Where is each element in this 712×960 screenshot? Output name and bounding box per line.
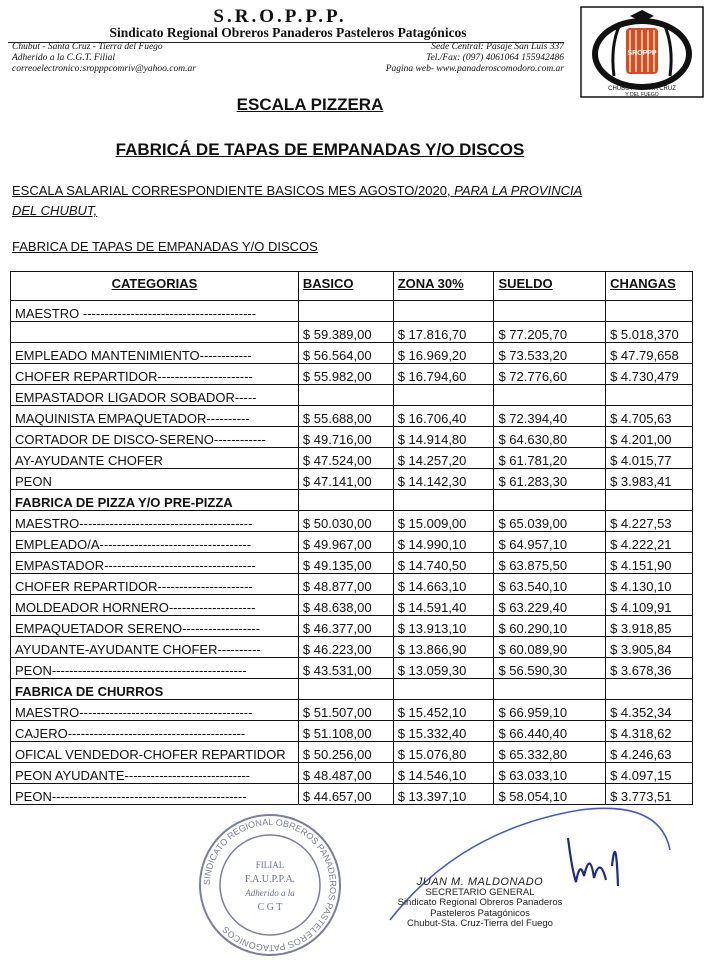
- stamp-ring-text: SINDICATO REGIONAL OBREROS PANADEROS PASTELEROS PATAGONICOS: [201, 816, 339, 954]
- category-cell: CAJERO-----------------------------------------: [11, 721, 299, 742]
- table-row: [11, 616, 693, 637]
- header-affiliation: Adherido a la C.G.T. Filial: [12, 53, 116, 63]
- zona-cell: $ 15.452,10: [393, 700, 494, 721]
- table-row: [11, 574, 693, 595]
- sueldo-cell: $ 60.290,10: [494, 616, 606, 637]
- changas-cell: $ 4.151,90: [606, 553, 693, 574]
- header-zona: ZONA 30%: [393, 272, 494, 301]
- page-title: ESCALA PIZZERA: [236, 95, 384, 114]
- zona-cell: $ 16.969,20: [393, 343, 494, 364]
- sueldo-cell: $ 63.229,40: [494, 595, 606, 616]
- basico-cell: $ 43.531,00: [298, 658, 393, 679]
- sueldo-cell: $ 72.394,40: [494, 406, 606, 427]
- changas-cell: $ 4.730,479: [606, 364, 693, 385]
- zona-cell: $ 15.332,40: [393, 721, 494, 742]
- basico-cell: $ 46.223,00: [298, 637, 393, 658]
- sueldo-cell: $ 63.540,10: [494, 574, 606, 595]
- basico-cell: [298, 301, 393, 322]
- changas-cell: $ 4.352,34: [606, 700, 693, 721]
- signatory-org-2: Pasteleros Patagónicos: [430, 907, 530, 919]
- table-row: [11, 322, 693, 343]
- intro-province: PARA LA PROVINCIA: [454, 183, 583, 198]
- sueldo-cell: $ 58.054,10: [494, 784, 606, 805]
- logo-caption-2: Y DEL FUEGO: [625, 92, 659, 98]
- basico-cell: $ 47.141,00: [298, 469, 393, 490]
- signatory-org-1: Sindicato Regional Obreros Panaderos: [397, 897, 563, 908]
- sueldo-cell: $ 61.781,20: [494, 448, 606, 469]
- table-row: [11, 385, 693, 406]
- sueldo-cell: [494, 301, 606, 322]
- sueldo-cell: $ 60.089,90: [494, 637, 606, 658]
- basico-cell: $ 51.108,00: [298, 721, 393, 742]
- stamp-name: F.A.U.P.P.A.: [244, 874, 296, 885]
- changas-cell: $ 4.246,63: [606, 742, 693, 763]
- zona-cell: $ 16.794,60: [393, 364, 494, 385]
- basico-cell: $ 50.256,00: [298, 742, 393, 763]
- changas-cell: [606, 679, 693, 700]
- sueldo-cell: $ 72.776,60: [494, 364, 606, 385]
- category-cell: FABRICA DE CHURROS: [11, 679, 299, 700]
- table-row: [11, 427, 693, 448]
- zona-cell: $ 14.990,10: [393, 532, 494, 553]
- changas-cell: $ 5.018,370: [606, 322, 693, 343]
- zona-cell: $ 14.546,10: [393, 763, 494, 784]
- stamp-line2: C G T: [257, 902, 283, 913]
- zona-cell: $ 14.914,80: [393, 427, 494, 448]
- sueldo-cell: $ 77.205,70: [494, 322, 606, 343]
- changas-cell: $ 4.222,21: [606, 532, 693, 553]
- zona-cell: [393, 490, 494, 511]
- basico-cell: $ 48.877,00: [298, 574, 393, 595]
- header-email: correoelectronico:sropppcomriv@yahoo.com.ar: [12, 64, 196, 74]
- category-cell: EMPASTADOR LIGADOR SOBADOR-----: [11, 385, 299, 406]
- sueldo-cell: [494, 490, 606, 511]
- stamp-top: FILIAL: [255, 860, 285, 870]
- table-section-row: [11, 679, 693, 700]
- category-cell: EMPLEADO MANTENIMIENTO------------: [11, 343, 299, 364]
- table-row: [11, 658, 693, 679]
- category-cell: FABRICA DE PIZZA Y/O PRE-PIZZA: [11, 490, 299, 511]
- changas-cell: $ 4.705,63: [606, 406, 693, 427]
- zona-cell: [393, 385, 494, 406]
- table-body: [11, 301, 693, 805]
- category-cell: PEON---------------------------------------------: [11, 784, 299, 805]
- category-cell: [11, 322, 299, 343]
- intro-line-2: DEL CHUBUT,: [12, 203, 98, 218]
- header-left-info: [12, 42, 312, 75]
- zona-cell: $ 14.740,50: [393, 553, 494, 574]
- zona-cell: $ 13.397,10: [393, 784, 494, 805]
- sueldo-cell: $ 64.630,80: [494, 427, 606, 448]
- basico-cell: $ 51.507,00: [298, 700, 393, 721]
- changas-cell: $ 4.015,77: [606, 448, 693, 469]
- intro-line-1: [12, 183, 692, 198]
- intro-text: ESCALA SALARIAL CORRESPONDIENTE BASICOS MES AGOSTO/2020,: [12, 183, 455, 198]
- category-cell: EMPASTADOR-----------------------------------: [11, 553, 299, 574]
- category-cell: AYUDANTE-AYUDANTE CHOFER----------: [11, 637, 299, 658]
- table-header-row: [11, 272, 693, 301]
- changas-cell: [606, 490, 693, 511]
- logo-inner: SROPPP: [627, 50, 657, 57]
- basico-cell: $ 48.487,00: [298, 763, 393, 784]
- sueldo-cell: $ 73.533,20: [494, 343, 606, 364]
- table-row: [11, 343, 693, 364]
- sueldo-cell: $ 61.283,30: [494, 469, 606, 490]
- category-cell: EMPAQUETADOR SERENO------------------: [11, 616, 299, 637]
- table-row: [11, 364, 693, 385]
- header-categorias: CATEGORIAS: [11, 272, 299, 301]
- sueldo-cell: $ 63.875,50: [494, 553, 606, 574]
- category-cell: PEON AYUDANTE-----------------------------: [11, 763, 299, 784]
- zona-cell: $ 17.816,70: [393, 322, 494, 343]
- zona-cell: $ 13.866,90: [393, 637, 494, 658]
- changas-cell: $ 3.678,36: [606, 658, 693, 679]
- changas-cell: $ 4.201,00: [606, 427, 693, 448]
- table-row: [11, 448, 693, 469]
- sueldo-cell: $ 65.332,80: [494, 742, 606, 763]
- basico-cell: $ 44.657,00: [298, 784, 393, 805]
- salary-table: [10, 271, 693, 805]
- category-cell: MOLDEADOR HORNERO--------------------: [11, 595, 299, 616]
- zona-cell: $ 14.591,40: [393, 595, 494, 616]
- zona-cell: [393, 679, 494, 700]
- table-row: [11, 637, 693, 658]
- category-cell: MAESTRO----------------------------------------: [11, 700, 299, 721]
- changas-cell: $ 4.227,53: [606, 511, 693, 532]
- changas-cell: $ 4.318,62: [606, 721, 693, 742]
- header-website: Pagina web- www.panaderoscomodoro.com.ar: [385, 64, 564, 74]
- sueldo-cell: $ 65.039,00: [494, 511, 606, 532]
- basico-cell: $ 59.389,00: [298, 322, 393, 343]
- basico-cell: $ 50.030,00: [298, 511, 393, 532]
- changas-cell: [606, 385, 693, 406]
- header-right-info: [330, 42, 564, 75]
- header-sueldo: SUELDO: [494, 272, 606, 301]
- zona-cell: $ 13.059,30: [393, 658, 494, 679]
- table-row: [11, 469, 693, 490]
- sueldo-cell: $ 66.440,40: [494, 721, 606, 742]
- signature-block: [360, 877, 600, 930]
- zona-cell: $ 14.142,30: [393, 469, 494, 490]
- category-cell: AY-AYUDANTE CHOFER: [11, 448, 299, 469]
- filial-stamp: [195, 810, 345, 960]
- sueldo-cell: $ 63.033,10: [494, 763, 606, 784]
- table-row: [11, 511, 693, 532]
- basico-cell: $ 49.716,00: [298, 427, 393, 448]
- table-row: [11, 406, 693, 427]
- union-logo: [580, 6, 704, 98]
- section-heading: FABRICA DE TAPAS DE EMPANADAS Y/O DISCOS: [12, 239, 318, 254]
- zona-cell: $ 16.706,40: [393, 406, 494, 427]
- category-cell: MAESTRO----------------------------------------: [11, 511, 299, 532]
- table-row: [11, 301, 693, 322]
- table-row: [11, 595, 693, 616]
- category-cell: CORTADOR DE DISCO-SERENO------------: [11, 427, 299, 448]
- basico-cell: [298, 490, 393, 511]
- basico-cell: $ 55.688,00: [298, 406, 393, 427]
- signatory-place: Chubut-Sta. Cruz-Tierra del Fuego: [407, 918, 553, 929]
- basico-cell: $ 49.967,00: [298, 532, 393, 553]
- category-cell: MAQUINISTA EMPAQUETADOR----------: [11, 406, 299, 427]
- category-cell: PEON---------------------------------------------: [11, 658, 299, 679]
- basico-cell: [298, 385, 393, 406]
- basico-cell: $ 46.377,00: [298, 616, 393, 637]
- category-cell: EMPLEADO/A-----------------------------------: [11, 532, 299, 553]
- header-address: Sede Central: Pasaje San Luis 337: [431, 42, 564, 52]
- sueldo-cell: [494, 385, 606, 406]
- zona-cell: $ 13.913,10: [393, 616, 494, 637]
- changas-cell: $ 4.097,15: [606, 763, 693, 784]
- zona-cell: $ 15.009,00: [393, 511, 494, 532]
- sueldo-cell: $ 56.590,30: [494, 658, 606, 679]
- changas-cell: $ 4.109,91: [606, 595, 693, 616]
- zona-cell: $ 14.257,20: [393, 448, 494, 469]
- logo-caption: CHUBUT - SANTA CRUZ: [608, 86, 676, 92]
- category-cell: CHOFER REPARTIDOR----------------------: [11, 574, 299, 595]
- changas-cell: $ 47.79,658: [606, 343, 693, 364]
- changas-cell: $ 3.983,41: [606, 469, 693, 490]
- header-phone: Tel./Fax: (097) 4061064 155942486: [426, 53, 564, 63]
- signatory-role: SECRETARIO GENERAL: [425, 886, 535, 898]
- category-cell: OFICAL VENDEDOR-CHOFER REPARTIDOR: [11, 742, 299, 763]
- basico-cell: $ 56.564,00: [298, 343, 393, 364]
- zona-cell: $ 14.663,10: [393, 574, 494, 595]
- org-name: Sindicato Regional Obreros Panaderos Pasteleros Patagónicos: [109, 25, 467, 40]
- table-row: [11, 742, 693, 763]
- table-row: [11, 532, 693, 553]
- category-cell: PEON: [11, 469, 299, 490]
- table-section-row: [11, 490, 693, 511]
- category-cell: CHOFER REPARTIDOR----------------------: [11, 364, 299, 385]
- basico-cell: $ 47.524,00: [298, 448, 393, 469]
- table-row: [11, 721, 693, 742]
- basico-cell: $ 49.135,00: [298, 553, 393, 574]
- basico-cell: $ 48.638,00: [298, 595, 393, 616]
- sueldo-cell: [494, 679, 606, 700]
- header-changas: CHANGAS: [606, 272, 693, 301]
- signatory-name: JUAN M. MALDONADO: [416, 876, 544, 888]
- header-basico: BASICO: [298, 272, 393, 301]
- org-acronym: S.R.O.P.P.P.: [213, 6, 347, 27]
- stamp-line1: Adherido a la: [245, 888, 295, 898]
- sueldo-cell: $ 64.957,10: [494, 532, 606, 553]
- header-location: Chubut - Santa Cruz - Tierra del Fuego: [12, 42, 163, 52]
- basico-cell: $ 55.982,00: [298, 364, 393, 385]
- page-subtitle: FABRICÁ DE TAPAS DE EMPANADAS Y/O DISCOS: [115, 140, 525, 159]
- table-row: [11, 700, 693, 721]
- changas-cell: [606, 301, 693, 322]
- changas-cell: $ 3.773,51: [606, 784, 693, 805]
- table-row: [11, 553, 693, 574]
- zona-cell: $ 15.076,80: [393, 742, 494, 763]
- basico-cell: [298, 679, 393, 700]
- changas-cell: $ 3.905,84: [606, 637, 693, 658]
- zona-cell: [393, 301, 494, 322]
- category-cell: MAESTRO ----------------------------------------: [11, 301, 299, 322]
- changas-cell: $ 4.130,10: [606, 574, 693, 595]
- sueldo-cell: $ 66.959,10: [494, 700, 606, 721]
- svg-text:SINDICATO REGIONAL OBREROS PAN: [202, 817, 338, 953]
- changas-cell: $ 3.918,85: [606, 616, 693, 637]
- table-row: [11, 763, 693, 784]
